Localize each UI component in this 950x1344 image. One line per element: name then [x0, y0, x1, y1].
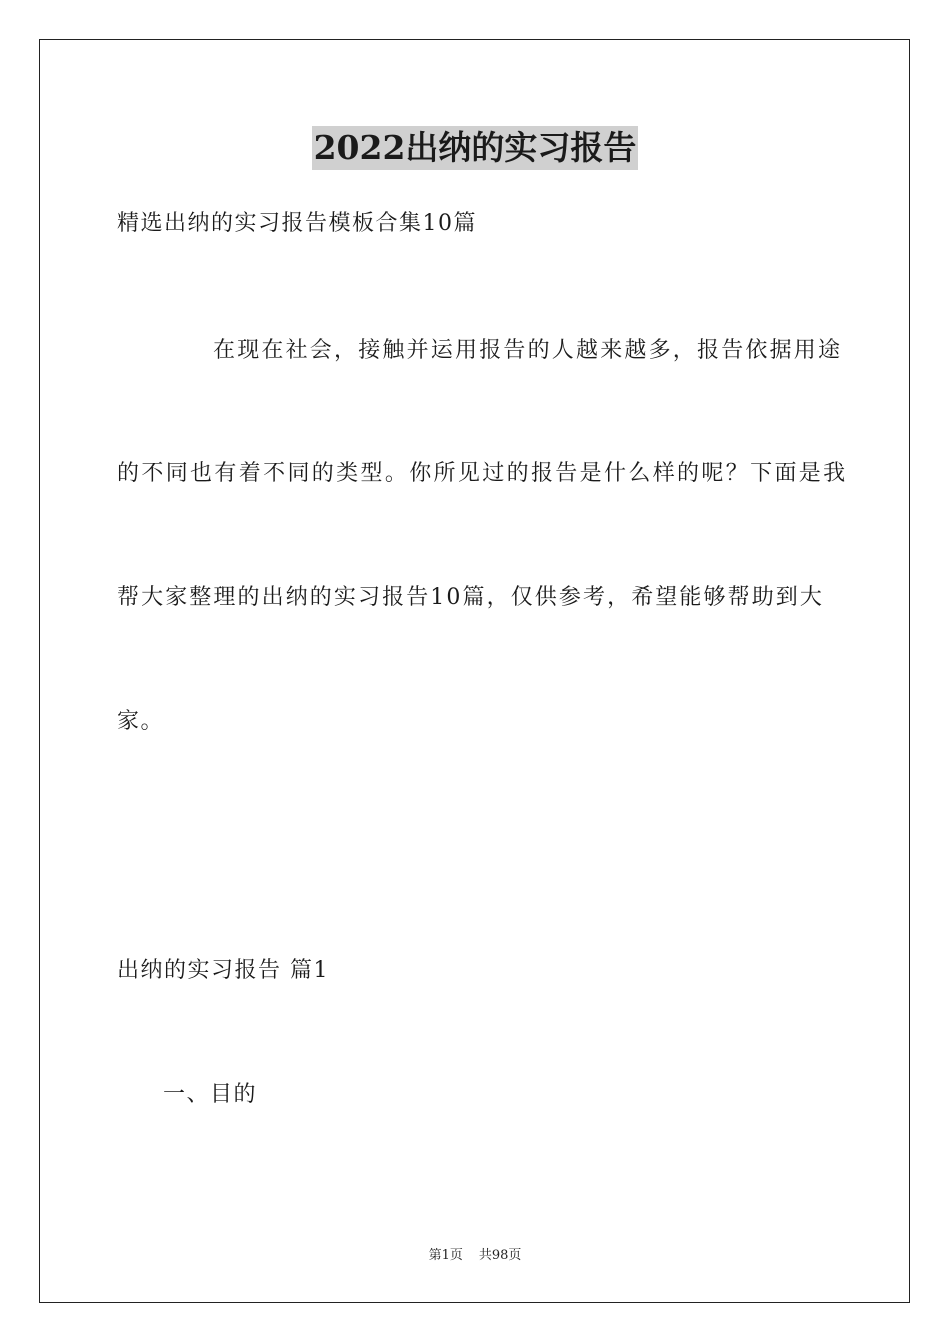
section-heading: 出纳的实习报告 篇1	[117, 958, 329, 983]
document-subtitle: 精选出纳的实习报告模板合集10篇	[117, 211, 477, 236]
document-title: 2022出纳的实习报告	[312, 126, 639, 170]
paragraph-line-1: 在现在社会，接触并运用报告的人越来越多，报告依据用途	[213, 338, 843, 363]
paragraph-line-2: 的不同也有着不同的类型。你所见过的报告是什么样的呢？下面是我	[117, 461, 848, 486]
list-item-purpose: 一、目的	[163, 1082, 258, 1107]
paragraph-line-3: 帮大家整理的出纳的实习报告10篇，仅供参考，希望能够帮助到大	[117, 585, 824, 610]
page-number-current: 第1页	[428, 1248, 463, 1263]
paragraph-line-4: 家。	[117, 709, 165, 734]
title-container	[0, 126, 950, 170]
page-number-total: 共98页	[478, 1248, 522, 1263]
page-footer	[0, 1247, 950, 1265]
